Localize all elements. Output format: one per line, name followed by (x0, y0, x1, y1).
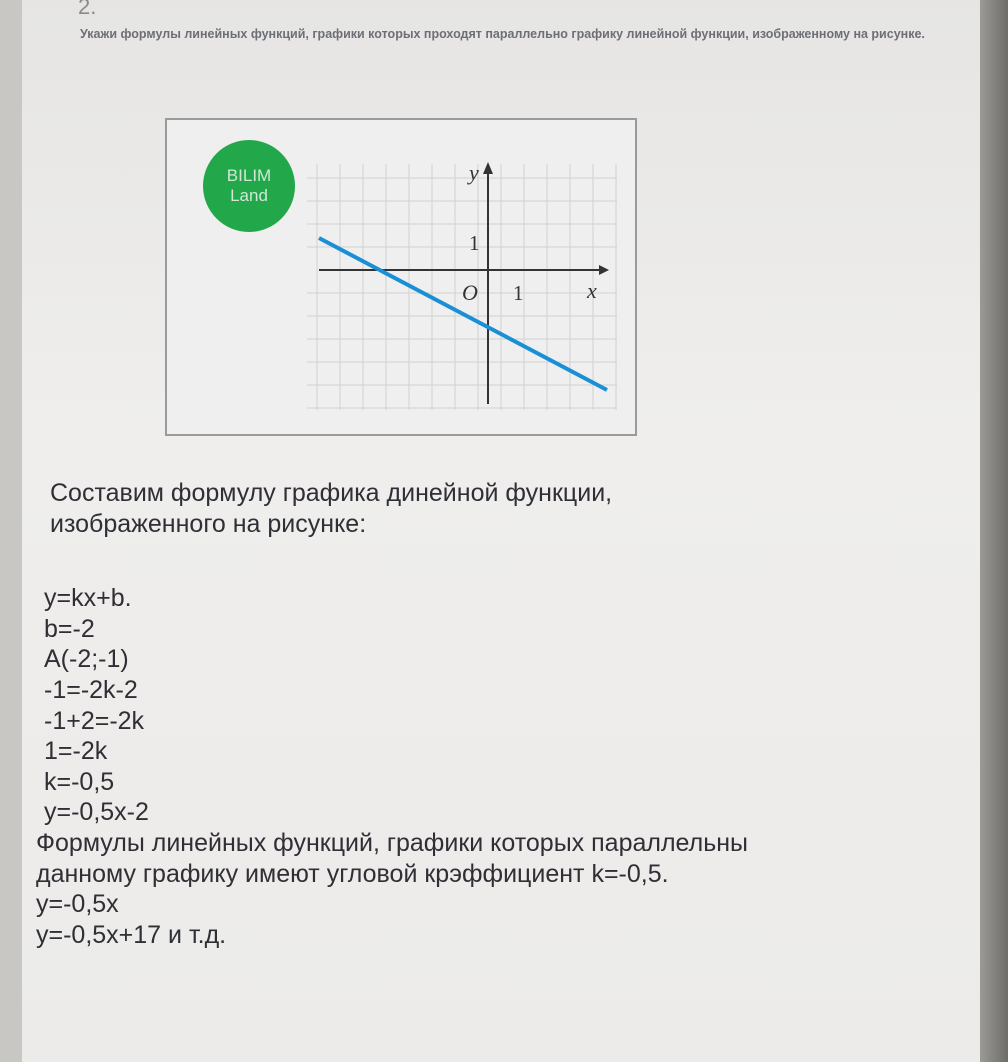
example-formula: y=-0,5x+17 и т.д. (36, 920, 227, 949)
solution-line: -1=-2k-2 (44, 675, 138, 704)
conclusion-line: Формулы линейных функций, графики которых параллельны (36, 828, 749, 857)
task-number: 2. (78, 0, 97, 19)
solution-line: k=-0,5 (44, 767, 115, 796)
bilimland-logo (203, 140, 295, 232)
graph-figure (165, 118, 637, 436)
solution-lines (36, 583, 974, 950)
x-axis-label: x (587, 278, 597, 303)
task-question: Укажи формулы линейных функций, графики которых проходят параллельно графику линейной функции, изображенному на рисунке. (80, 27, 925, 41)
example-formula: y=-0,5x (36, 890, 119, 919)
answer-block (34, 478, 974, 950)
solution-line: A(-2;-1) (44, 645, 129, 674)
x-tick-1: 1 (513, 281, 524, 305)
logo-text-2: Land (230, 186, 268, 205)
function-line (319, 238, 607, 390)
logo-text-1: BILIM (226, 166, 272, 185)
origin-label: O (462, 280, 478, 305)
conclusion-line: данному графику имеют угловой крэффициент k=-0,5. (36, 859, 669, 888)
solution-line: 1=-2k (44, 737, 108, 766)
answer-intro-1: Составим формулу графика динейной функции, (50, 479, 613, 507)
device-edge (980, 0, 1008, 1062)
x-axis-arrow (599, 265, 609, 275)
solution-line: -1+2=-2k (44, 706, 145, 735)
y-axis-label: y (469, 160, 479, 185)
answer-intro-2: изображенного на рисунке: (50, 509, 367, 538)
y-axis-arrow (483, 162, 493, 174)
solution-line: b=-2 (44, 614, 95, 643)
solution-line: y=-0,5x-2 (44, 798, 149, 827)
y-tick-1: 1 (469, 231, 480, 255)
solution-line: y=kx+b. (44, 584, 132, 613)
